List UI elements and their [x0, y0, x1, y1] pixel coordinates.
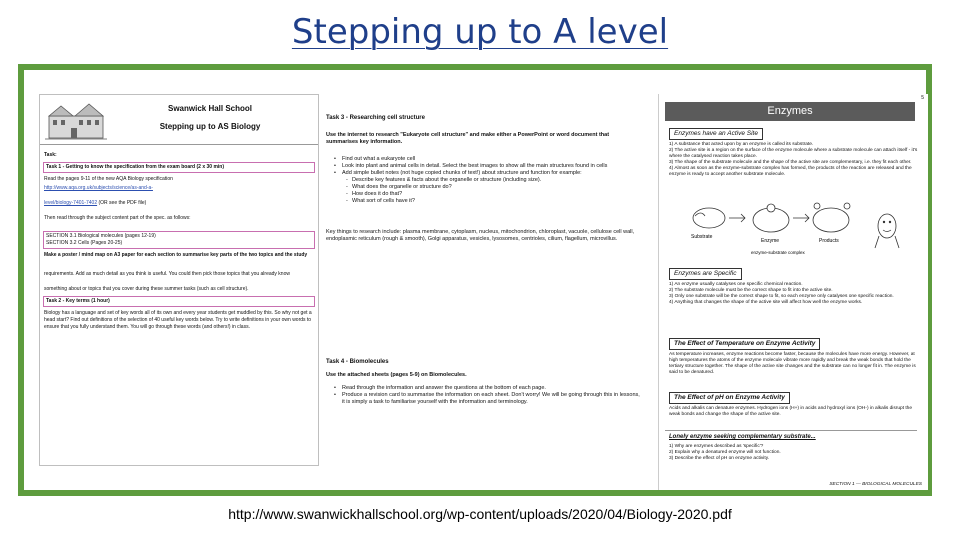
- sheet-footer: SECTION 1 — BIOLOGICAL MOLECULES: [829, 482, 922, 487]
- slide-title: Stepping up to A level: [291, 12, 669, 52]
- diagram-label: Enzyme: [761, 238, 780, 244]
- task4-intro: Use the attached sheets (pages 5-9) on Biomolecules.: [326, 372, 467, 378]
- questions-heading: Lonely enzyme seeking complementary substrate...: [669, 434, 816, 440]
- numbered-point: 4) Almost as soon as the enzyme-substrate complex has formed, the products of the reaction are released and the enzyme is ready to accept another substrate molecule.: [669, 166, 912, 177]
- task3-subpoint: - Describe key features & facts about the organelle or structure (including size).: [322, 177, 644, 184]
- active-site-text: [669, 142, 921, 178]
- task-label: Task:: [44, 152, 57, 158]
- task4-section: [322, 358, 644, 406]
- poster-instruction: Make a poster / mind map on A3 paper for each section to summarise key parts of the two topics and the study: [44, 252, 308, 258]
- task-instructions-sheet: [322, 114, 644, 444]
- temperature-heading: The Effect of Temperature on Enzyme Activity: [669, 338, 820, 350]
- task1-title: Task 1 - Getting to know the specification from the exam board (2 x 30 min): [43, 162, 315, 173]
- numbered-point: 3) Only one substrate will be the correct shape to fit, so each enzyme only catalyses one specific reaction.: [669, 294, 894, 299]
- task3-subpoint: - What sort of cells have it?: [322, 198, 644, 205]
- link-note: (OR see the PDF file): [98, 200, 147, 206]
- diagram-label: enzyme-substrate complex: [751, 250, 805, 255]
- school-name: Swanwick Hall School: [167, 104, 253, 113]
- task3-bullet: • Look into plant and animal cells in detail. Select the best images to show all the main structures found in cells: [322, 163, 644, 170]
- task3-subpoint: - What does the organelle or structure do?: [322, 184, 644, 191]
- sheet-header: [40, 95, 318, 145]
- questions-list: [669, 444, 921, 462]
- task3-intro: Use the internet to research "Eukaryote cell structure" and make either a PowerPoint or word document that summarises key information.: [326, 132, 610, 145]
- enzymes-title: Enzymes: [665, 102, 915, 121]
- task3-title: Task 3 - Researching cell structure: [326, 115, 425, 121]
- sheet-subtitle: Stepping up to AS Biology: [159, 122, 261, 131]
- spec-link-1[interactable]: http://www.aqa.org.uk/subjects/science/as-and-a-: [44, 185, 153, 191]
- divider: [665, 430, 917, 431]
- task1-read: Read the pages 9-11 of the new AQA Biology specification: [44, 176, 173, 182]
- source-url[interactable]: http://www.swanwickhallschool.org/wp-content/uploads/2020/04/Biology-2020.pdf: [228, 506, 732, 522]
- numbered-point: 1) A substance that acted upon by an enzyme is called its substrate.: [669, 142, 814, 147]
- task3-bullet: • Add simple bullet notes (not huge copied chunks of text!) about structure and function for example:: [322, 170, 644, 177]
- task2-title: Task 2 - Key terms (1 hour): [43, 296, 315, 307]
- ph-text: Acids and alkalis can denature enzymes. Hydrogen ions (H+) in acids and hydroxyl ions (OH-) in alkalis disrupt the weak bonds and change the shape of the active site.: [669, 406, 913, 417]
- diagram-label: Products: [819, 238, 839, 244]
- page-number: 5: [921, 95, 924, 101]
- question-item: 3) Describe the effect of pH on enzyme activity.: [669, 456, 770, 461]
- requirements-text: requirements. Add as much detail as you think is useful. You could then pick those topics that you already know: [44, 271, 290, 277]
- task4-title: Task 4 - Biomolecules: [326, 359, 389, 365]
- numbered-point: 2) The substrate molecule must be the correct shape to fit into the active site.: [669, 288, 833, 293]
- active-site-heading: Enzymes have an Active Site: [669, 128, 763, 140]
- numbered-point: 2) The active site is a region on the surface of the enzyme molecule where a substrate molecule can attach itself - it's where the catalysed reaction takes place.: [669, 148, 918, 159]
- diagram-label: Substrate: [691, 234, 713, 240]
- task4-bullet: • Produce a revision card to summarise the information on each sheet. Don't worry! We will be going through this in lessons, it is simply a task to familiarise yourself with the information and terminology.: [322, 392, 644, 406]
- question-item: 2) Explain why a denatured enzyme will not function.: [669, 450, 781, 455]
- sections-box: [43, 231, 315, 249]
- spec-link-2[interactable]: level/biology-7401-7402: [44, 200, 98, 206]
- enzymes-sheet: [658, 94, 928, 490]
- task3-subpoint: - How does it do that?: [322, 191, 644, 198]
- task2-text: Biology has a language and set of key words all of its own and every year students get muddled by this. So why not get a head start? Find out definitions of the selection of 40 useful key words below. Try to write definitions in your own words to ensure that you fully understand them. You will go through these words (and others!) in class.: [44, 310, 312, 330]
- task3-bullet: • Find out what a eukaryote cell: [322, 156, 644, 163]
- enzyme-diagram: [671, 186, 911, 262]
- numbered-point: 1) An enzyme usually catalyses one specific chemical reaction.: [669, 282, 803, 287]
- section-item: SECTION 3.2 Cells (Pages 20-25): [46, 240, 123, 246]
- ph-heading: The Effect of pH on Enzyme Activity: [669, 392, 790, 404]
- section-item: SECTION 3.1 Biological molecules (pages 12-19): [46, 233, 156, 239]
- numbered-point: 4) Anything that changes the shape of the active site will affect how well the enzyme works.: [669, 300, 863, 305]
- numbered-point: 3) The shape of the substrate molecule and the shape of the active site are complementary, i.e. they fit each other.: [669, 160, 912, 165]
- specific-heading: Enzymes are Specific: [669, 268, 742, 280]
- key-things-text: Key things to research include: plasma membrane, cytoplasm, nucleus, mitochondrion, chloroplast, vacuole, cellulose cell wall, endoplasmic reticulum (rough & smooth), Golgi apparatus, vesicles, lysosomes, centrioles, cilium, flagellum, microvillus.: [326, 229, 635, 242]
- task1-then: Then read through the subject content part of the spec. as follows:: [44, 215, 191, 221]
- summer-tasks-text: something about or topics that you cover during these summer tasks (such as cell structure).: [44, 286, 249, 292]
- school-building-image: [45, 98, 107, 142]
- question-item: 1) Why are enzymes described as 'specific'?: [669, 444, 764, 449]
- school-task-sheet: [39, 94, 319, 466]
- temperature-text: As temperature increases, enzyme reactions become faster, because the molecules have more energy. However, at high temperatures the atoms of the enzyme molecule vibrate more rapidly and break the weak bonds that hold the tertiary structure together. The shape of the active site changes and the substrate can no longer fit in. The enzyme is said to be denatured.: [669, 352, 916, 375]
- document-frame: [18, 64, 932, 496]
- specific-text: [669, 282, 921, 306]
- task4-bullet: • Read through the information and answer the questions at the bottom of each page.: [322, 385, 644, 392]
